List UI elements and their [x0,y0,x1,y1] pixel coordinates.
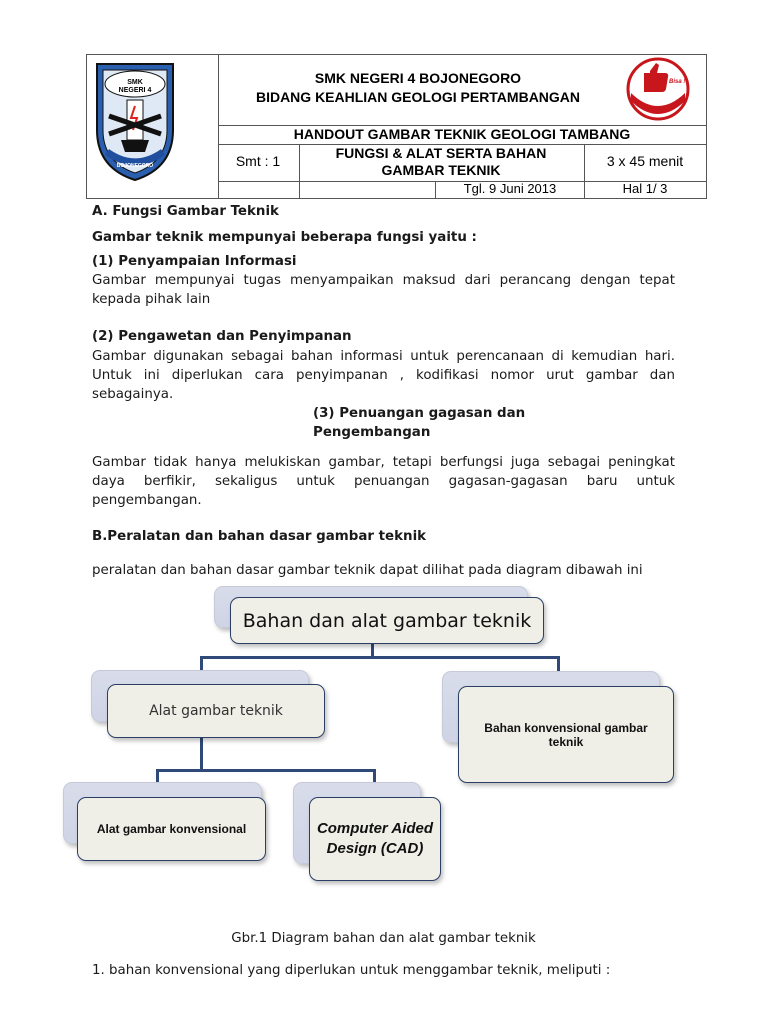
section-b-heading: B.Peralatan dan bahan dasar gambar teknik [92,529,427,544]
alat-node: Alat gambar teknik [107,684,325,738]
section-a-heading: A. Fungsi Gambar Teknik [92,204,279,219]
list-item-1: 1. bahan konvensional yang diperlukan untuk menggambar teknik, meliputi : [92,963,611,978]
function-2-body: Gambar digunakan sebagai bahan informasi untuk perencanaan di kemudian hari. Untuk ini diperlukan cara penyimpanan , kodifikasi nomor urut gambar dan sebagainya. [92,349,675,402]
cad-node: Computer Aided Design (CAD) [309,797,441,881]
function-3-body: Gambar tidak hanya melukiskan gambar, tetapi berfungsi juga sebagai peningkat daya berfikir, sekaligus untuk penuangan gagasan-gagasan baru untuk pengembangan. [92,455,675,508]
logo-text-top: SMK [127,79,143,86]
date: Tgl. 9 Juni 2013 [463,181,557,196]
connector-level2-bar [156,769,376,772]
badge-text: SMK Bisa ! [654,79,686,85]
handout-title: HANDOUT GAMBAR TEKNIK GEOLOGI TAMBANG [293,126,631,142]
department-name: BIDANG KEAHLIAN GEOLOGI PERTAMBANGAN [255,89,581,105]
page-number: Hal 1/ 3 [622,181,668,196]
root-node: Bahan dan alat gambar teknik [230,597,544,644]
alat-konvensional-node: Alat gambar konvensional [77,797,266,861]
function-1-title: (1) Penyampaian Informasi [92,254,297,269]
smk-bisa-badge [626,57,690,121]
topic-line-1: FUNGSI & ALAT SERTA BAHAN [335,145,547,161]
function-2-title: (2) Pengawetan dan Penyimpanan [92,329,352,344]
function-1-body: Gambar mempunyai tugas menyampaikan maksud dari perancang dengan tepat kepada pihak lain [92,273,675,307]
intro-text: Gambar teknik mempunyai beberapa fungsi yaitu : [92,230,477,245]
topic-line-2: GAMBAR TEKNIK [381,162,501,178]
logo-text-top2: NEGERI 4 [118,87,152,94]
semester: Smt : 1 [235,153,281,169]
duration: 3 x 45 menit [606,153,684,169]
diagram-caption: Gbr.1 Diagram bahan dan alat gambar teknik [231,931,536,946]
school-name: SMK NEGERI 4 BOJONEGORO [314,70,522,86]
connector-level1-bar [200,656,560,659]
bahan-node: Bahan konvensional gambar teknik [458,686,674,783]
function-3-title-line1: (3) Penuangan gagasan dan [313,406,526,421]
function-3-title-line2: Pengembangan [313,425,431,440]
section-b-intro: peralatan dan bahan dasar gambar teknik dapat dilihat pada diagram dibawah ini [92,563,643,578]
logo-text-bottom: BOJONEGORO [116,163,154,169]
connector-alat-down [200,738,203,771]
